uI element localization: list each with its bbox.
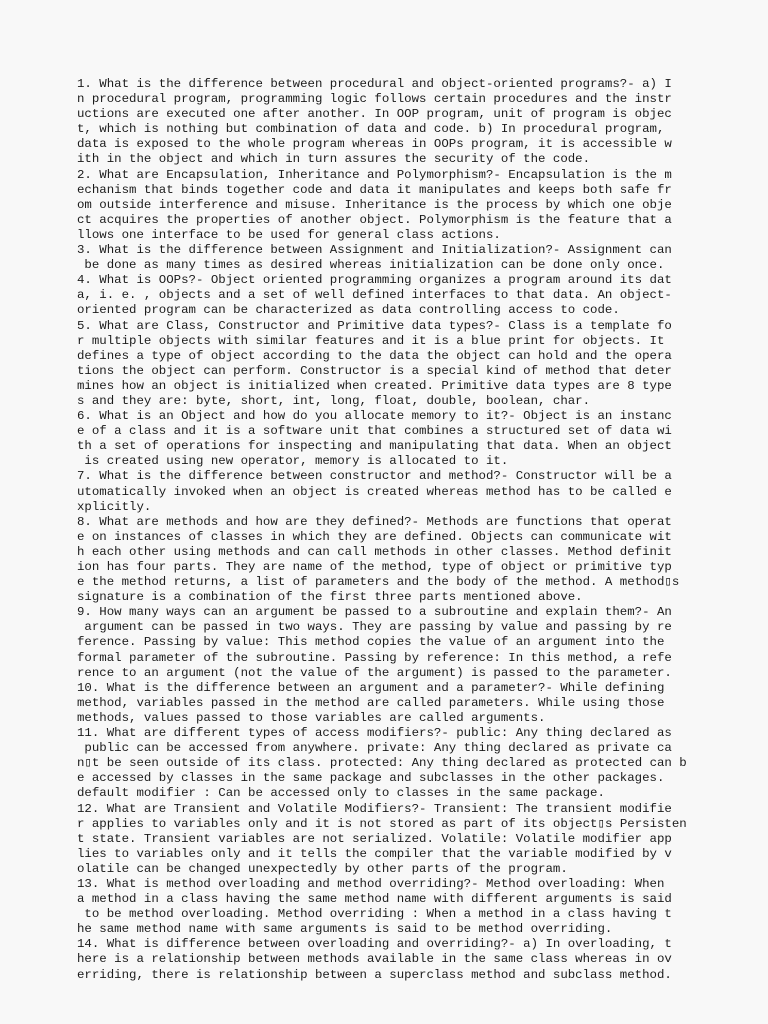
text-line: method, variables passed in the method are called parameters. While using those xyxy=(77,695,665,710)
text-line: a method in a class having the same method name with different arguments is said xyxy=(77,892,672,907)
text-line: lies to variables only and it tells the compiler that the variable modified by v xyxy=(77,846,672,861)
text-line: 11. What are different types of access modifiers?- public: Any thing declared as xyxy=(77,726,672,741)
text-line: n procedural program, programming logic follows certain procedures and the instr xyxy=(77,92,672,107)
text-line: default modifier : Can be accessed only to classes in the same package. xyxy=(77,786,605,801)
text-line: olatile can be changed unexpectedly by other parts of the program. xyxy=(77,861,568,876)
text-line: e of a class and it is a software unit that combines a structured set of data wi xyxy=(77,424,672,439)
text-line: t state. Transient variables are not serialized. Volatile: Volatile modifier app xyxy=(77,831,672,846)
text-line: h each other using methods and can call methods in other classes. Method definit xyxy=(77,544,672,559)
text-line: formal parameter of the subroutine. Passing by reference: In this method, a refe xyxy=(77,650,672,665)
text-line: e the method returns, a list of parameters and the body of the method. A method▯s xyxy=(77,575,680,590)
text-line: e on instances of classes in which they are defined. Objects can communicate wit xyxy=(77,529,672,544)
text-line: r multiple objects with similar features and it is a blue print for objects. It xyxy=(77,333,665,348)
text-line: 8. What are methods and how are they defined?- Methods are functions that operat xyxy=(77,514,672,529)
text-line: public can be accessed from anywhere. private: Any thing declared as private ca xyxy=(77,741,672,756)
text-line: oriented program can be characterized as data controlling access to code. xyxy=(77,303,620,318)
text-line: erriding, there is relationship between a superclass method and subclass method. xyxy=(77,967,672,982)
text-line: t, which is nothing but combination of data and code. b) In procedural program, xyxy=(77,122,665,137)
text-line: a, i. e. , objects and a set of well defined interfaces to that data. An object- xyxy=(77,288,672,303)
text-line: llows one interface to be used for general class actions. xyxy=(77,227,501,242)
text-line: 2. What are Encapsulation, Inheritance and Polymorphism?- Encapsulation is the m xyxy=(77,167,672,182)
text-line: defines a type of object according to the data the object can hold and the opera xyxy=(77,348,672,363)
text-line: th a set of operations for inspecting and manipulating that data. When an object xyxy=(77,439,672,454)
text-line: is created using new operator, memory is allocated to it. xyxy=(77,454,509,469)
text-line: xplicitly. xyxy=(77,499,152,514)
text-line: om outside interference and misuse. Inheritance is the process by which one obje xyxy=(77,197,672,212)
text-line: be done as many times as desired whereas initialization can be done only once. xyxy=(77,258,665,273)
text-line: r applies to variables only and it is not stored as part of its object▯s Persisten xyxy=(77,816,687,831)
text-line: he same method name with same arguments is said to be method overriding. xyxy=(77,922,613,937)
text-line: 5. What are Class, Constructor and Primitive data types?- Class is a template fo xyxy=(77,318,672,333)
text-line: uctions are executed one after another. In OOP program, unit of program is objec xyxy=(77,107,672,122)
text-line: ference. Passing by value: This method copies the value of an argument into the xyxy=(77,635,665,650)
text-line: utomatically invoked when an object is created whereas method has to be called e xyxy=(77,484,672,499)
text-line: 7. What is the difference between constructor and method?- Constructor will be a xyxy=(77,469,672,484)
text-line: rence to an argument (not the value of the argument) is passed to the parameter. xyxy=(77,665,672,680)
document-text xyxy=(77,77,687,983)
text-line: to be method overloading. Method overriding : When a method in a class having t xyxy=(77,907,672,922)
text-line: 9. How many ways can an argument be passed to a subroutine and explain them?- An xyxy=(77,605,672,620)
text-line: signature is a combination of the first three parts mentioned above. xyxy=(77,590,583,605)
text-line: s and they are: byte, short, int, long, float, double, boolean, char. xyxy=(77,393,591,408)
text-line: 3. What is the difference between Assignment and Initialization?- Assignment can xyxy=(77,243,672,258)
text-line: 4. What is OOPs?- Object oriented programming organizes a program around its dat xyxy=(77,273,672,288)
text-line: methods, values passed to those variables are called arguments. xyxy=(77,710,546,725)
text-line: echanism that binds together code and data it manipulates and keeps both safe fr xyxy=(77,182,672,197)
text-line: here is a relationship between methods available in the same class whereas in ov xyxy=(77,952,672,967)
text-line: tions the object can perform. Constructor is a special kind of method that deter xyxy=(77,363,672,378)
text-line: ith in the object and which in turn assures the security of the code. xyxy=(77,152,591,167)
text-line: e accessed by classes in the same package and subclasses in the other packages. xyxy=(77,771,665,786)
text-line: mines how an object is initialized when created. Primitive data types are 8 type xyxy=(77,378,672,393)
text-line: argument can be passed in two ways. They are passing by value and passing by re xyxy=(77,620,672,635)
text-line: ion has four parts. They are name of the method, type of object or primitive typ xyxy=(77,560,672,574)
text-line: 14. What is difference between overloading and overriding?- a) In overloading, t xyxy=(77,937,672,952)
text-line: 6. What is an Object and how do you allocate memory to it?- Object is an instanc xyxy=(77,409,672,424)
text-line: data is exposed to the whole program whereas in OOPs program, it is accessible w xyxy=(77,137,672,152)
text-line: 10. What is the difference between an argument and a parameter?- While defining xyxy=(77,680,665,695)
text-line: n▯t be seen outside of its class. protected: Any thing declared as protected can b xyxy=(77,756,687,771)
text-line: 1. What is the difference between procedural and object-oriented programs?- a) I xyxy=(77,77,672,91)
text-line: ct acquires the properties of another object. Polymorphism is the feature that a xyxy=(77,212,672,227)
text-line: 13. What is method overloading and method overriding?- Method overloading: When xyxy=(77,876,665,891)
text-line: 12. What are Transient and Volatile Modifiers?- Transient: The transient modifie xyxy=(77,801,672,816)
